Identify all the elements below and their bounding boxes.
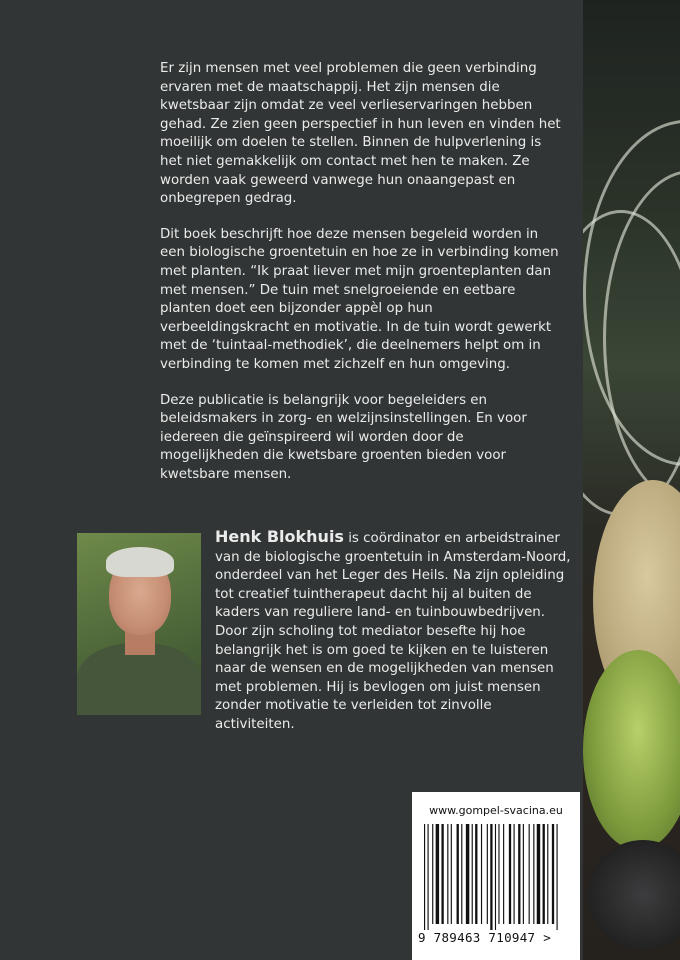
garden-photo bbox=[583, 0, 680, 960]
author-bio-text: is coördinator en arbeidstrainer van de biologische groentetuin in Amsterdam-Noord, onderdeel van het Leger des Heils. Na zijn opleiding tot creatief tuintherapeut dacht hij al buiten de kaders van reguliere land- en tuinbouwbedrijven. Door zijn scholing tot mediator besefte hij hoe belangrijk het is om goed te kijken en te luisteren naar de wensen en de mogelijkheden van mensen met problemen. Hij is bevlogen om juist mensen zonder motivatie te verleiden tot zinvolle activiteiten. bbox=[215, 531, 571, 732]
blurb-paragraph-2: Dit boek beschrijft hoe deze mensen begeleid worden in een biologische groentetuin en hoe ze in verbinding komen met planten. “Ik praat liever met mijn groenteplanten dan met mensen.” De tuin met snelgroeiende en eetbare planten doet een bijzonder appèl op hun verbeeldingskracht en motivatie. In de tuin wordt gewerkt met de ‘tuintaal-methodiek’, die deelnemers helpt om in verbinding te komen met zichzelf en hun omgeving. bbox=[160, 226, 559, 372]
barcode-box bbox=[412, 792, 580, 960]
author-portrait bbox=[77, 533, 201, 715]
blurb-paragraph-1: Er zijn mensen met veel problemen die geen verbinding ervaren met de maatschappij. Het zijn mensen die kwetsbaar zijn omdat ze veel verlieservaringen hebben gehad. Ze zien geen perspectief in hun leven en vinden het moeilijk om doelen te stellen. Binnen de hulpverlening is het niet gemakkelijk om contact met hen te maken. Ze worden vaak geweerd vanwege hun onaangepast en onbegrepen gedrag. bbox=[160, 61, 561, 207]
author-name: Henk Blokhuis bbox=[215, 527, 344, 546]
author-bio bbox=[215, 528, 573, 735]
blurb-paragraph-3: Deze publicatie is belangrijk voor begeleiders en beleidsmakers in zorg- en welzijnsinstellingen. En voor iedereen die geïnspireerd wil worden door de mogelijkheden die kwetsbare groenten bieden voor kwetsbare mensen. bbox=[160, 392, 527, 482]
isbn-number: 9 789463 710947 > bbox=[418, 930, 552, 945]
blurb-text bbox=[160, 60, 565, 501]
barcode-graphic bbox=[422, 824, 570, 930]
publisher-url: www.gompel-svacina.eu bbox=[429, 804, 563, 817]
